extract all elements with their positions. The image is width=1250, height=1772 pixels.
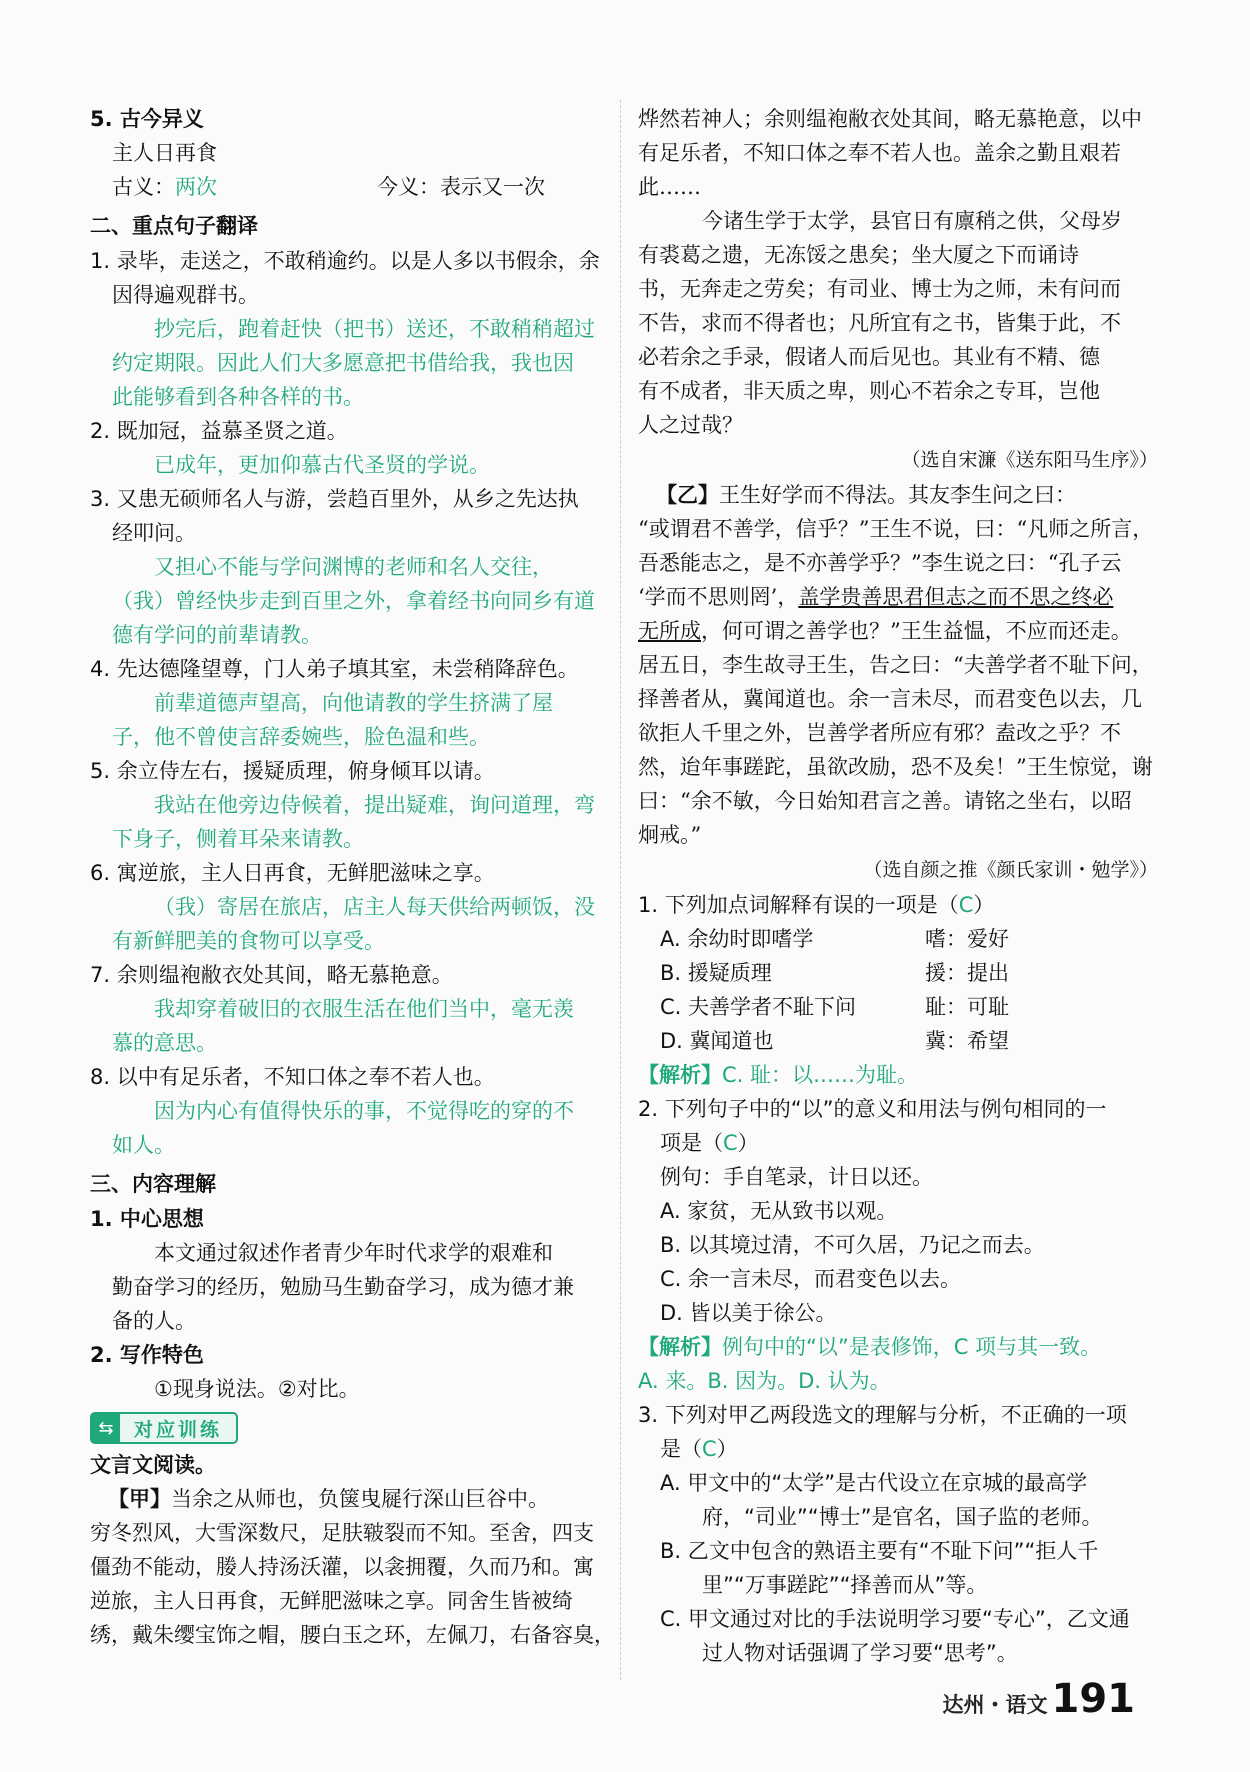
source-citation: （选自颜之推《颜氏家训・勉学》） bbox=[863, 859, 1158, 881]
sub-heading: 2. 写作特色 bbox=[90, 1343, 204, 1367]
question-text: 1. 下列加点词解释有误的一项是（ bbox=[638, 893, 959, 917]
explanation-tag: 【解析】 bbox=[638, 1063, 722, 1087]
option-row bbox=[638, 990, 1158, 1024]
right-column bbox=[638, 102, 1158, 1670]
column-divider bbox=[620, 100, 621, 1680]
section-heading: 三、内容理解 bbox=[90, 1172, 216, 1196]
option: A. 家贫，无从致书以观。 bbox=[660, 1199, 898, 1223]
left-column bbox=[90, 102, 615, 1652]
question: 4. 先达德隆望尊，门人弟子填其室，未尝稍降辞色。 bbox=[90, 657, 579, 681]
option: C. 余一言未尽，而君变色以去。 bbox=[660, 1267, 962, 1291]
question: 3. 下列对甲乙两段选文的理解与分析，不正确的一项 bbox=[638, 1403, 1127, 1427]
question bbox=[638, 888, 1158, 922]
question bbox=[638, 1432, 1158, 1466]
passage-text: ‘学而不思则罔’， bbox=[638, 585, 799, 609]
question: 3. 又患无硕师名人与游，尝趋百里外，从乡之先达执 bbox=[90, 487, 579, 511]
text-line: 备的人。 bbox=[112, 1309, 196, 1333]
passage-line: 不告，求而不得者也；凡所宜有之书，皆集于此，不 bbox=[638, 311, 1121, 335]
answer: 约定期限。因此人们大多愿意把书借给我，我也因 bbox=[112, 351, 574, 375]
underlined-text: 无所成 bbox=[638, 619, 701, 643]
passage-line: 有裘葛之遗，无冻馁之患矣；坐大厦之下而诵诗 bbox=[638, 243, 1079, 267]
answer: 因为内心有值得快乐的事，不觉得吃的穿的不 bbox=[154, 1099, 574, 1123]
answer: 我却穿着破旧的衣服生活在他们当中，毫无羡 bbox=[154, 997, 574, 1021]
text-line: 勤奋学习的经历，勉励马生勤奋学习，成为德才兼 bbox=[112, 1275, 574, 1299]
option-row bbox=[638, 922, 1158, 956]
answer: 德有学问的前辈请教。 bbox=[112, 623, 322, 647]
answer: 子，他不曾使言辞委婉些，脸色温和些。 bbox=[112, 725, 490, 749]
option: 过人物对话强调了学习要“思考”。 bbox=[702, 1641, 1018, 1665]
option: 里”“万事蹉跎”“择善而从”等。 bbox=[702, 1573, 988, 1597]
answer: （我）寄居在旅店，店主人每天供给两顿饭，没 bbox=[154, 895, 595, 919]
page-footer bbox=[943, 1676, 1136, 1722]
passage-line: “或谓君不善学，信乎？”王生不说，曰：“凡师之所言， bbox=[638, 517, 1154, 541]
option: C. 夫善学者不耻下问 bbox=[660, 995, 857, 1019]
answer: 两次 bbox=[175, 175, 217, 199]
passage-line: 吾悉能志之，是不亦善学乎？”李生说之曰：“孔子云 bbox=[638, 551, 1122, 575]
answer: 有新鲜肥美的食物可以享受。 bbox=[112, 929, 385, 953]
passage-line: 曰：“余不敏，今日始知君言之善。请铭之坐右，以昭 bbox=[638, 789, 1132, 813]
option: D. 皆以美于徐公。 bbox=[660, 1301, 837, 1325]
passage-line: 欲拒人千里之外，岂善学者所应有邪？盍改之乎？不 bbox=[638, 721, 1121, 745]
passage-text: ，何可谓之善学也？”王生益愠，不应而还走。 bbox=[701, 619, 1132, 643]
answer: 又担心不能与学问渊博的老师和名人交往， bbox=[154, 555, 553, 579]
passage-line: 此…… bbox=[638, 175, 701, 199]
option: 府，“司业”“博士”是官名，国子监的老师。 bbox=[702, 1505, 1103, 1529]
page-number: 191 bbox=[1051, 1676, 1135, 1722]
passage-text: 当余之从师也，负箧曳屣行深山巨谷中。 bbox=[171, 1487, 549, 1511]
answer: C bbox=[723, 1131, 738, 1155]
passage-line: 逆旅，主人日再食，无鲜肥滋味之享。同舍生皆被绮 bbox=[90, 1589, 573, 1613]
answer: 我站在他旁边侍候着，提出疑难，询问道理，弯 bbox=[154, 793, 595, 817]
option-gloss: 援：提出 bbox=[925, 961, 1009, 985]
question: 因得遍观群书。 bbox=[112, 283, 259, 307]
explanation: A. 来。B. 因为。D. 认为。 bbox=[638, 1369, 891, 1393]
question-text: 项是（ bbox=[660, 1131, 723, 1155]
question: 8. 以中有足乐者，不知口体之奉不若人也。 bbox=[90, 1065, 495, 1089]
explanation bbox=[638, 1058, 1158, 1092]
passage-line: 书，无奔走之劳矣；有司业、博士为之师，未有问而 bbox=[638, 277, 1121, 301]
passage-line bbox=[638, 580, 1158, 614]
option: B. 乙文中包含的熟语主要有“不耻下问”“拒人千 bbox=[660, 1539, 1099, 1563]
section-title: 5. 古今异义 bbox=[90, 107, 204, 131]
question bbox=[638, 1126, 1158, 1160]
answer: 前辈道德声望高，向他请教的学生挤满了屋 bbox=[154, 691, 553, 715]
explanation-text: C. 耻：以……为耻。 bbox=[722, 1063, 919, 1087]
section-heading: 二、重点句子翻译 bbox=[90, 214, 258, 238]
explanation-tag: 【解析】 bbox=[638, 1335, 722, 1359]
text-line: 主人日再食 bbox=[112, 141, 217, 165]
text-line: 本文通过叙述作者青少年时代求学的艰难和 bbox=[154, 1241, 553, 1265]
question: 7. 余则缊袍敝衣处其间，略无慕艳意。 bbox=[90, 963, 453, 987]
passage-line: 今诸生学于太学，县官日有廪稍之供，父母岁 bbox=[702, 209, 1122, 233]
question-text: ） bbox=[737, 1131, 759, 1155]
passage-line: 然，迨年事蹉跎，虽欲改励，恐不及矣！”王生惊觉，谢 bbox=[638, 755, 1153, 779]
question: 2. 既加冠，益慕圣贤之道。 bbox=[90, 419, 348, 443]
answer: （我）曾经快步走到百里之外，拿着经书向同乡有道 bbox=[112, 589, 595, 613]
answer: 已成年，更加仰慕古代圣贤的学说。 bbox=[154, 453, 490, 477]
option-gloss: 耻：可耻 bbox=[925, 995, 1009, 1019]
passage-line: 僵劲不能动，媵人持汤沃灌，以衾拥覆，久而乃和。寓 bbox=[90, 1555, 594, 1579]
source-citation: （选自宋濂《送东阳马生序》） bbox=[901, 449, 1158, 471]
question: 5. 余立侍左右，援疑质理，俯身倾耳以请。 bbox=[90, 759, 495, 783]
option-gloss: 冀：希望 bbox=[925, 1029, 1009, 1053]
passage-line: 有不成者，非天质之卑，则心不若余之专耳，岂他 bbox=[638, 379, 1100, 403]
passage-line bbox=[638, 478, 1158, 512]
option: B. 援疑质理 bbox=[660, 961, 772, 985]
answer: C bbox=[702, 1437, 717, 1461]
text: 今义：表示又一次 bbox=[377, 175, 545, 199]
meaning-row bbox=[90, 170, 610, 204]
option: B. 以其境过清，不可久居，乃记之而去。 bbox=[660, 1233, 1045, 1257]
answer: 慕的意思。 bbox=[112, 1031, 217, 1055]
passage-line: 有足乐者，不知口体之奉不若人也。盖余之勤且艰若 bbox=[638, 141, 1121, 165]
option: A. 甲文中的“太学”是古代设立在京城的最高学 bbox=[660, 1471, 1088, 1495]
answer: 如人。 bbox=[112, 1133, 175, 1157]
question-text: 是（ bbox=[660, 1437, 702, 1461]
example: 例句：手自笔录，计日以还。 bbox=[660, 1165, 933, 1189]
passage-line: 居五日，李生故寻王生，告之曰：“夫善学者不耻下问， bbox=[638, 653, 1153, 677]
answer: 下身子，侧着耳朵来请教。 bbox=[112, 827, 364, 851]
option-row bbox=[638, 956, 1158, 990]
swap-arrows-icon: ⇆ bbox=[92, 1414, 120, 1442]
explanation bbox=[638, 1330, 1158, 1364]
banner-label: 对应训练 bbox=[134, 1418, 223, 1441]
option-gloss: 嗜：爱好 bbox=[925, 927, 1009, 951]
option: A. 余幼时即嗜学 bbox=[660, 927, 814, 951]
passage-line: 烨然若神人；余则缊袍敝衣处其间，略无慕艳意，以中 bbox=[638, 107, 1142, 131]
question: 1. 录毕，走送之，不敢稍逾约。以是人多以书假余，余 bbox=[90, 249, 600, 273]
passage-tag: 【甲】 bbox=[108, 1486, 171, 1511]
answer: 抄完后，跑着赶快（把书）送还，不敢稍稍超过 bbox=[154, 317, 595, 341]
passage-line bbox=[638, 614, 1158, 648]
option-row bbox=[638, 1024, 1158, 1058]
passage-tag: 【乙】 bbox=[656, 482, 719, 507]
passage-line: 绣，戴朱缨宝饰之帽，腰白玉之环，左佩刀，右备容臭， bbox=[90, 1623, 615, 1647]
practice-banner bbox=[90, 1412, 238, 1444]
sub-heading: 1. 中心思想 bbox=[90, 1207, 204, 1231]
option: D. 冀闻道也 bbox=[660, 1029, 774, 1053]
question: 经叩问。 bbox=[112, 521, 196, 545]
passage-line: 炯戒。” bbox=[638, 823, 702, 847]
question: 6. 寓逆旅，主人日再食，无鲜肥滋味之享。 bbox=[90, 861, 495, 885]
underlined-text: 盖学贵善思君但志之而不思之终必 bbox=[798, 585, 1114, 609]
passage-line: 穷冬烈风，大雪深数尺，足肤皲裂而不知。至舍，四支 bbox=[90, 1521, 594, 1545]
question-text: ） bbox=[716, 1437, 738, 1461]
exercise-title: 文言文阅读。 bbox=[90, 1453, 216, 1477]
text-line: ①现身说法。②对比。 bbox=[154, 1377, 360, 1401]
region-subject-label: 达州・语文 bbox=[942, 1693, 1048, 1717]
passage-line bbox=[90, 1482, 610, 1516]
answer: C bbox=[958, 893, 974, 917]
passage-line: 人之过哉？ bbox=[638, 413, 743, 437]
passage-text: 王生好学而不得法。其友李生问之曰： bbox=[719, 483, 1076, 507]
question: 2. 下列句子中的“以”的意义和用法与例句相同的一 bbox=[638, 1097, 1107, 1121]
explanation-text: 例句中的“以”是表修饰，C 项与其一致。 bbox=[722, 1335, 1102, 1359]
passage-line: 必若余之手录，假诸人而后见也。其业有不精、德 bbox=[638, 345, 1100, 369]
passage-line: 择善者从，冀闻道也。余一言未尽，而君变色以去，几 bbox=[638, 687, 1142, 711]
question-text: ） bbox=[973, 893, 995, 917]
answer: 此能够看到各种各样的书。 bbox=[112, 385, 364, 409]
option: C. 甲文通过对比的手法说明学习要“专心”，乙文通 bbox=[660, 1607, 1130, 1631]
label: 古义： bbox=[112, 175, 175, 199]
